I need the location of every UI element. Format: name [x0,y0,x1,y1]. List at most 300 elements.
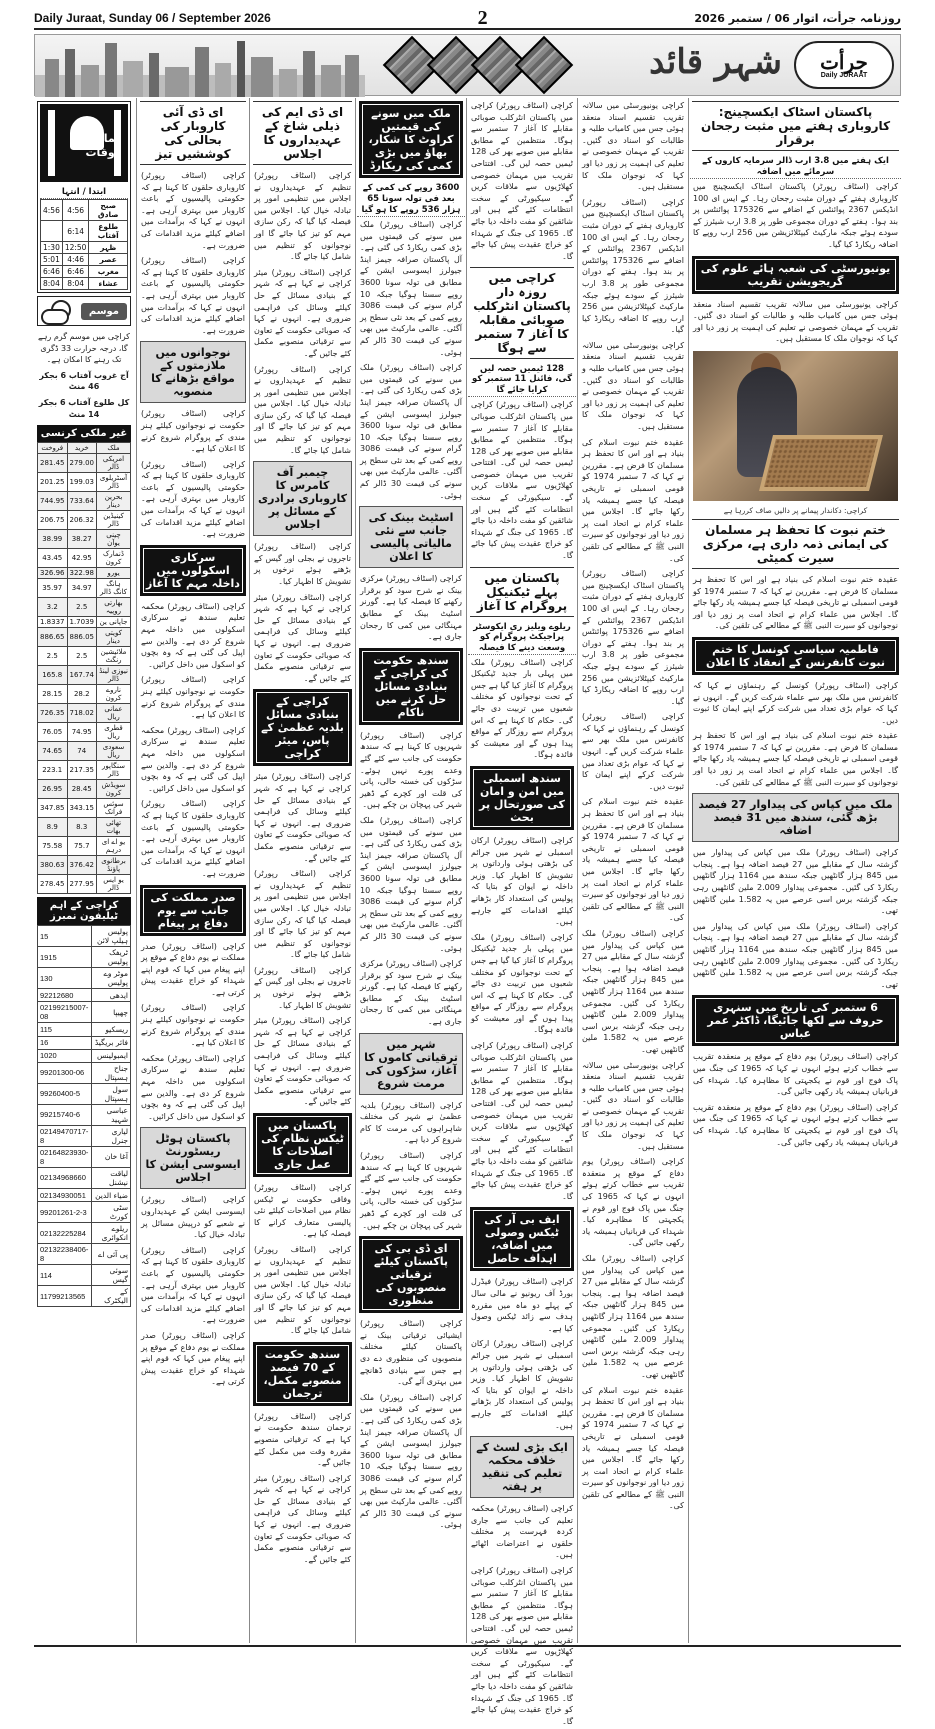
currency-title: غیر ملکی کرنسی [37,425,131,442]
phone-row [38,1223,131,1244]
article-body: کراچی (اسٹاف رپورٹر) یوم دفاع کے موقع پر منعقدہ تقریب سے خطاب کرتے ہوئے انہوں نے کہا کہ 1965 کی جنگ میں پاک فوج اور قوم نے یکجہتی کا مظاہرہ کیا۔ شہداء کی قربانیاں ہمیشہ یاد رکھی جائیں گی۔ [582,1157,684,1248]
article-body: کراچی (اسٹاف رپورٹر) ملک میں کپاس کی پیداوار میں گزشتہ سال کے مقابلے میں 27 فیصد اضافہ ہوا ہے۔ پنجاب میں 845 ہزار گانٹھیں جبکہ سندھ میں 1164 ہزار گانٹھیں ریکارڈ کی گئیں۔ مجموعی پیداوار 2.009 ملین گانٹھیں رہی جبکہ گزشتہ برس اسی عرصے میں یہ 1.582 ملین گانٹھیں تھی۔ [693,848,899,916]
phone-row [38,1083,131,1104]
section-title: شہر قائد [649,42,782,82]
currency-row [38,761,131,780]
currency-rate: 28.2 [67,685,97,704]
phone-number: 92212680 [38,989,92,1002]
column-rule [688,98,689,1643]
weather-box [37,296,131,326]
phone-rows [38,926,131,1307]
article-body: کراچی (اسٹاف رپورٹر) حکومت نے نوجوانوں کیلئے ہنر مندی کے پروگرام شروع کرنے کا اعلان کیا ہے۔ [141,675,245,720]
phone-row [38,1167,131,1188]
article-body: کراچی (اسٹاف رپورٹر) ملک میں کپاس کی پیداوار میں گزشتہ سال کے مقابلے میں 27 فیصد اضافہ ہوا ہے۔ پنجاب میں 845 ہزار گانٹھیں جبکہ سندھ میں 1164 ہزار گانٹھیں ریکارڈ کی گئیں۔ مجموعی پیداوار 2.009 ملین گانٹھیں رہی جبکہ گزشتہ برس اسی عرصے میں یہ 1.582 ملین گانٹھیں تھی۔ [582,1254,685,1379]
column-rule [355,98,356,1643]
phone-label: ٹریفک پولیس [92,947,131,968]
photo-caption: کراچی: دکاندار پیمانے پر دالیں صاف کررہا ہے [723,505,868,515]
phone-number: 99201261-2-3 [38,1202,92,1223]
prayer-time: 12:50 [62,242,89,254]
article-body: کراچی (اسٹاف رپورٹر) میئر کراچی نے کہا ہے کہ شہر کے بنیادی مسائل کے حل کیلئے وسائل کی فراہمی ضروری ہے۔ انہوں نے کہا کہ صوبائی حکومت کے تعاون سے ترقیاتی منصوبے مکمل کئے جائیں گے۔ [254,772,351,863]
article-body: کراچی (اسٹاف رپورٹر) کاروباری حلقوں کا کہنا ہے کہ حکومتی پالیسیوں کے باعث کاروبار میں بہتری آرہی ہے۔ انہوں نے کہا کہ برآمدات میں اضافے کیلئے مزید اقدامات کی ضرورت ہے۔ [141,1245,245,1325]
currency-rate: 2.5 [38,647,68,666]
article-body: کراچی (اسٹاف رپورٹر) یوم دفاع کے موقع پر منعقدہ تقریب سے خطاب کرتے ہوئے انہوں نے کہا کہ 1965 کی جنگ میں پاک فوج اور قوم نے یکجہتی کا مظاہرہ کیا۔ شہداء کی قربانیاں ہمیشہ یاد رکھی جائیں گی۔ [693,1102,898,1147]
prayer-label: طلوع آفتاب [89,221,128,242]
currency-row [38,856,131,875]
currency-rate: 35.97 [38,579,68,598]
prayer-aim: ابتدا / انتہا [40,185,128,199]
column-rule [136,98,137,1643]
currency-country: کینیڈین ڈالر [97,511,131,530]
currency-rate: 278.45 [38,875,68,894]
article-body: کراچی (اسٹاف رپورٹر) حکومت نے نوجوانوں کیلئے ہنر مندی کے پروگرام شروع کرنے کا اعلان کیا ہے۔ [141,409,245,454]
english-date: Daily Juraat, Sunday 06 / September 2026 [34,11,271,25]
article-body: کراچی (اسٹاف رپورٹر) ملک میں کپاس کی پیداوار میں گزشتہ سال کے مقابلے میں 27 فیصد اضافہ ہوا ہے۔ پنجاب میں 845 ہزار گانٹھیں جبکہ سندھ میں 1164 ہزار گانٹھیں ریکارڈ کی گئیں۔ مجموعی پیداوار 2.009 ملین گانٹھیں رہی جبکہ گزشتہ برس اسی عرصے میں یہ 1.582 ملین گانٹھیں تھی۔ [693,921,899,989]
currency-header: فروخت [38,443,68,454]
article-body: کراچی یونیورسٹی میں سالانہ تقریب تقسیم اسناد منعقد ہوئی جس میں کامیاب طلبہ و طالبات کو اسناد دی گئیں۔ تقریب کے مہمان خصوصی نے تعلیم کی اہمیت پر زور دیا اور کہا کہ نوجوان ملک کا مستقبل ہیں۔ [582,101,684,192]
article-body: کراچی (اسٹاف رپورٹر) تنظیم کے عہدیداروں نے اجلاس میں تنظیمی امور پر تبادلہ خیال کیا۔ اجلاس میں فیصلہ کیا گیا کہ رکن سازی مہم کو تیز کیا جائے گا اور نوجوانوں کو تنظیم میں شامل کیا جائے گا۔ [254,869,351,960]
prayer-label: عصر [89,254,128,266]
article-body: عقیدہ ختم نبوت اسلام کی بنیاد ہے اور اس کا تحفظ ہر مسلمان کا فرض ہے۔ مقررین نے کہا کہ 7 ستمبر 1974 کو قومی اسمبلی نے تاریخی فیصلہ کیا جسے ہمیشہ یاد رکھا جائے گا۔ اجلاس میں علماء کرام نے اتحاد امت پر زور دیا اور نوجوانوں کو سیرت النبی ﷺ کے مطالعے کی تلقین کی۔ [693,731,899,787]
partly-cloudy-icon [41,300,71,322]
headline: شہر میں ترقیاتی کاموں کا آغاز، سڑکوں کی مرمت شروع [359,1033,463,1095]
phone-number: 1915 [38,947,92,968]
currency-rate: 718.02 [67,704,97,723]
prayer-times-box [37,101,131,293]
logo-english: Daily JURAAT [820,71,868,79]
phone-number: 02164823930-8 [38,1146,92,1167]
currency-rate: 322.98 [67,568,97,579]
phone-number: 15 [38,926,92,947]
currency-country: بھارتی روپیہ [97,598,131,617]
article-body: کراچی (اسٹاف رپورٹر) کراچی میں پاکستان انٹرکلب صوبائی مقابلے کا آغاز 7 ستمبر سے ہوگا۔ منتظمین کے مطابق مقابلے میں صوبے بھر کی 128 ٹیمیں حصہ لیں گی۔ افتتاحی تقریب میں مہمان خصوصی کھلاڑیوں سے ملاقات کریں گے۔ سیکیورٹی کے سخت انتظامات کئے گئے ہیں اور شائقین کو مفت داخلہ دیا جائے گا۔ 1965 کی جنگ کے شہداء کو خراج عقیدت پیش کیا جائے گا۔ [471,1566,574,1726]
prayer-label: ظہر [89,242,128,254]
currency-rows [38,454,131,894]
phone-label: چھیپا [92,1002,131,1023]
currency-row [38,511,131,530]
currency-country: ناروے کرون [97,685,131,704]
currency-rate: 165.8 [38,666,68,685]
page-number: 2 [477,6,488,29]
article-body: کراچی (اسٹاف رپورٹر) پاکستان اسٹاک ایکسچینج میں کاروباری ہفتے کے دوران مثبت رجحان رہا۔ کے ایس ای 100 انڈیکس 2367 پوائنٹس کے اضافے سے 175326 پوائنٹس پر بند ہوا۔ ہفتے کے دوران مجموعی طور پر 3.8 ارب شیئرز کے سودے ہوئے جبکہ مارکیٹ کیپٹلائزیشن میں 256 ارب روپے کا اضافہ ریکارڈ کیا گیا۔ [582,569,684,706]
article-body: کراچی (اسٹاف رپورٹر) کاروباری حلقوں کا کہنا ہے کہ حکومتی پالیسیوں کے باعث کاروبار میں بہتری آرہی ہے۔ انہوں نے کہا کہ برآمدات میں اضافے کیلئے مزید اقدامات کی ضرورت ہے۔ [141,459,245,539]
phone-label: پی آئی اے [92,1244,131,1265]
article-body: کراچی (اسٹاف رپورٹر) پاکستان اسٹاک ایکسچینج میں کاروباری ہفتے کے دوران مثبت رجحان رہا۔ کے ایس ای 100 انڈیکس 2367 پوائنٹس کے اضافے سے 175326 پوائنٹس پر بند ہوا۔ ہفتے کے دوران مجموعی طور پر 3.8 ارب شیئرز کے سودے ہوئے جبکہ مارکیٹ کیپٹلائزیشن میں 256 ارب روپے کا اضافہ ریکارڈ کیا گیا۔ [693,182,898,249]
phone-row [38,1049,131,1062]
article-body: کراچی (اسٹاف رپورٹر) کراچی میں پاکستان انٹرکلب صوبائی مقابلے کا آغاز 7 ستمبر سے ہوگا۔ منتظمین کے مطابق مقابلے میں صوبے بھر کی 128 ٹیمیں حصہ لیں گی۔ افتتاحی تقریب میں مہمان خصوصی کھلاڑیوں سے ملاقات کریں گے۔ سیکیورٹی کے سخت انتظامات کئے گئے ہیں اور شائقین کو مفت داخلہ دیا جائے گا۔ 1965 کی جنگ کے شہداء کو خراج عقیدت پیش کیا جائے گا۔ [471,101,574,261]
headline: ایف بی آر کی ٹیکس وصولی میں اضافہ، اہداف حاصل [470,1207,574,1271]
article-body: عقیدہ ختم نبوت اسلام کی بنیاد ہے اور اس کا تحفظ ہر مسلمان کا فرض ہے۔ مقررین نے کہا کہ 7 ستمبر 1974 کو قومی اسمبلی نے تاریخی فیصلہ کیا جسے ہمیشہ یاد رکھا جائے گا۔ اجلاس میں علماء کرام نے اتحاد امت پر زور دیا اور نوجوانوں کو سیرت النبی ﷺ کے مطالعے کی تلقین کی۔ [693,574,899,631]
currency-row [38,647,131,666]
phone-label: کے الیکٹرک [92,1286,131,1307]
article-body: کراچی (اسٹاف رپورٹر) تنظیم کے عہدیداروں نے اجلاس میں تنظیمی امور پر تبادلہ خیال کیا۔ اجلاس میں فیصلہ کیا گیا کہ رکن سازی مہم کو تیز کیا جائے گا اور نوجوانوں کو تنظیم میں شامل کیا جائے گا۔ [254,1244,351,1336]
headline: پاکستان میں ٹیکس نظام کی اصلاحات کا عمل جاری [253,1113,352,1177]
currency-rate: 201.25 [38,473,68,492]
phone-row [38,1023,131,1036]
logo-urdu: جرأت [820,49,868,74]
phone-number: 02149470717-8 [38,1125,92,1146]
currency-country: سوئس فرانک [97,799,131,818]
mosque-icon [40,104,128,182]
headline: سندھ حکومت کی کراچی کے بنیادی مسائل حل کرنے میں ناکام [359,648,463,725]
phone-label: لیاری جنرل [92,1125,131,1146]
column-3 [357,98,465,1643]
currency-row [38,454,131,473]
currency-rate: 74.95 [67,723,97,742]
currency-rate: 8.3 [67,818,97,837]
phone-row [38,1265,131,1286]
headline: پاکستان اسٹاک ایکسچینج: کاروباری ہفتے میں مثبت رجحان برقرار [692,101,899,151]
currency-rate: 43.45 [38,549,68,568]
phone-row [38,1036,131,1049]
phone-label: سوئی گیس [92,1265,131,1286]
article-body: کراچی (اسٹاف رپورٹر) مرکزی بینک نے شرح سود کو برقرار رکھنے کا فیصلہ کیا ہے۔ گورنر اسٹیٹ بینک کے مطابق مہنگائی میں کمی کا رجحان جاری ہے۔ [360,959,462,1027]
article-body: کراچی (اسٹاف رپورٹر) ملک میں سونے کی قیمتوں میں بڑی کمی ریکارڈ کی گئی ہے۔ آل پاکستان صرافہ جیمز اینڈ جیولرز ایسوسی ایشن کے مطابق فی تولہ سونا 3600 روپے سستا ہوگیا جبکہ 10 گرام سونے کی قیمت 3086 روپے کمی کے بعد نئی سطح پر آگئی۔ عالمی مارکیٹ میں بھی سونے کی قیمت 30 ڈالر کم ہوئی۔ [360,363,463,500]
currency-country: امریکی ڈالر [97,454,131,473]
prayer-table [40,199,128,290]
article-body: کراچی (اسٹاف رپورٹر) ملک میں سونے کی قیمتوں میں بڑی کمی ریکارڈ کی گئی ہے۔ آل پاکستان صرافہ جیمز اینڈ جیولرز ایسوسی ایشن کے مطابق فی تولہ سونا 3600 روپے سستا ہوگیا جبکہ 10 گرام سونے کی قیمت 3086 روپے کمی کے بعد نئی سطح پر آگئی۔ عالمی مارکیٹ میں بھی سونے کی قیمت 30 ڈالر کم ہوئی۔ [360,815,463,953]
column-rule [577,98,578,1643]
phone-number: 02132238406-8 [38,1244,92,1265]
minaret-shape [48,110,55,176]
article-body: کراچی یونیورسٹی میں سالانہ تقریب تقسیم اسناد منعقد ہوئی جس میں کامیاب طلبہ و طالبات کو اسناد دی گئیں۔ تقریب کے مہمان خصوصی نے تعلیم کی اہمیت پر زور دیا اور کہا کہ نوجوان ملک کا مستقبل ہیں۔ [582,340,684,432]
article-body: کراچی (اسٹاف رپورٹر) ملک میں پہلی بار جدید ٹیکنیکل پروگرام کا آغاز کیا گیا ہے جس کے تحت نوجوانوں کو مختلف شعبوں میں تربیت دی جائے گی۔ حکام کا کہنا ہے کہ اس پروگرام سے روزگار کے مواقع پیدا ہوں گے اور معیشت کو فائدہ ہوگا۔ [471,657,573,760]
currency-row [38,473,131,492]
currency-row [38,685,131,704]
article-body: کراچی (اسٹاف رپورٹر) کاروباری حلقوں کا کہنا ہے کہ حکومتی پالیسیوں کے باعث کاروبار میں بہتری آرہی ہے۔ انہوں نے کہا کہ برآمدات میں اضافے کیلئے مزید اقدامات کی ضرورت ہے۔ [141,171,245,250]
article-body: کراچی (اسٹاف رپورٹر) محکمہ تعلیم سندھ نے سرکاری اسکولوں میں داخلہ مہم شروع کر دی ہے۔ والدین سے اپیل کی گئی ہے کہ وہ بچوں کو اسکول میں داخل کرائیں۔ [141,725,245,793]
phone-label: پولیس ہیلپ لائن [92,926,131,947]
photo-diamond-strip [390,37,566,93]
phone-number: 02132225284 [38,1223,92,1244]
phone-number: 02134968660 [38,1167,92,1188]
headline: پاکستان ہوٹل ریسٹورنٹ ایسوسی ایشن کا اجلاس [140,1127,246,1189]
currency-country: سعودی ریال [97,742,131,761]
currency-row [38,568,131,579]
currency-country: سویڈش کرون [97,780,131,799]
subheadline: 3600 روپے کی کمی کے بعد فی تولہ سونا 65 ہزار 536 روپے کا ہو گیا [357,181,465,217]
page-header-strip [34,8,901,30]
currency-rate: 744.95 [38,492,68,511]
currency-rate: 733.64 [67,492,97,511]
prayer-label: صبح صادق [89,200,128,221]
currency-rate: 26.95 [38,780,68,799]
phone-label: ریلوے انکوائری [92,1223,131,1244]
phone-row [38,1286,131,1307]
article-body: کراچی (اسٹاف رپورٹر) وفاقی حکومت نے ٹیکس نظام میں اصلاحات کیلئے نئی پالیسی متعارف کرانے کا فیصلہ کیا ہے۔ [254,1183,351,1239]
currency-rate: 167.74 [67,666,97,685]
article-body: کراچی (اسٹاف رپورٹر) یوم دفاع کے موقع پر منعقدہ تقریب سے خطاب کرتے ہوئے انہوں نے کہا کہ 1965 کی جنگ میں پاک فوج اور قوم نے یکجہتی کا مظاہرہ کیا۔ شہداء کی قربانیاں ہمیشہ یاد رکھی جائیں گی۔ [693,1052,898,1097]
currency-rate: 76.05 [38,723,68,742]
currency-row [38,617,131,628]
currency-row [38,780,131,799]
currency-country: کویتی دینار [97,628,131,647]
prayer-time: 6:46 [62,266,89,278]
currency-rate: 74.65 [38,742,68,761]
currency-rate: 38.99 [38,530,68,549]
article-body: کراچی (اسٹاف رپورٹر) تاجروں نے بجلی اور گیس کے بڑھتے ہوئے نرخوں پر تشویش کا اظہار کیا۔ [254,542,351,587]
phone-row [38,1104,131,1125]
article-body: کراچی (اسٹاف رپورٹر) ایشیائی ترقیاتی بینک نے پاکستان کیلئے مختلف منصوبوں کی منظوری دے دی ہے جس سے بنیادی ڈھانچے میں بہتری آئے گی۔ [360,1319,462,1387]
left-info-panel [34,98,134,1643]
phone-label: سول ہسپتال [92,1083,131,1104]
weather-text: کراچی میں موسم گرم رہے گا، درجہ حرارت 33 ڈگری تک رہنے کا امکان ہے۔ [38,332,130,365]
article-body: کراچی (اسٹاف رپورٹر) میئر کراچی نے کہا ہے کہ شہر کے بنیادی مسائل کے حل کیلئے وسائل کی فراہمی ضروری ہے۔ انہوں نے کہا کہ صوبائی حکومت کے تعاون سے ترقیاتی منصوبے مکمل کئے جائیں گے۔ [254,1473,351,1564]
article-body: کراچی (اسٹاف رپورٹر) محکمہ تعلیم سندھ نے سرکاری اسکولوں میں داخلہ مہم شروع کر دی ہے۔ والدین سے اپیل کی گئی ہے کہ وہ بچوں کو اسکول میں داخل کرائیں۔ [141,1053,245,1121]
headline: کراچی میں روزہ دار پاکستان انٹرکلب صوبائی مقابلہ کا آغاز 7 ستمبر سے ہوگا [470,267,574,359]
headline: نوجوانوں میں ملازمتوں کے مواقع بڑھانے کا منصوبہ [140,341,246,403]
phone-row [38,1202,131,1223]
currency-row [38,579,131,598]
currency-country: چینی یوآن [97,530,131,549]
article-body: کراچی (اسٹاف رپورٹر) میئر کراچی نے کہا ہے کہ شہر کے بنیادی مسائل کے حل کیلئے وسائل کی فراہمی ضروری ہے۔ انہوں نے کہا کہ صوبائی حکومت کے تعاون سے ترقیاتی منصوبے مکمل کئے جائیں گے۔ [254,592,351,683]
currency-rate: 8.9 [38,818,68,837]
currency-row [38,598,131,617]
phone-row [38,926,131,947]
column-1 [690,98,901,1643]
article-body: کراچی (اسٹاف رپورٹر) ارکان اسمبلی نے شہر میں جرائم کی بڑھتی ہوئی وارداتوں پر تشویش کا اظہار کیا۔ وزیر داخلہ نے ایوان کو بتایا کہ پولیس کی استعداد کار بڑھانے کیلئے اقدامات کئے جارہے ہیں۔ [471,835,573,927]
phones-table [37,925,131,1307]
phone-row [38,1244,131,1265]
article-body: عقیدہ ختم نبوت اسلام کی بنیاد ہے اور اس کا تحفظ ہر مسلمان کا فرض ہے۔ مقررین نے کہا کہ 7 ستمبر 1974 کو قومی اسمبلی نے تاریخی فیصلہ کیا جسے ہمیشہ یاد رکھا جائے گا۔ اجلاس میں علماء کرام نے اتحاد امت پر زور دیا اور نوجوانوں کو سیرت النبی ﷺ کے مطالعے کی تلقین کی۔ [582,437,684,563]
article-body: کراچی (اسٹاف رپورٹر) میئر کراچی نے کہا ہے کہ شہر کے بنیادی مسائل کے حل کیلئے وسائل کی فراہمی ضروری ہے۔ انہوں نے کہا کہ صوبائی حکومت کے تعاون سے ترقیاتی منصوبے مکمل کئے جائیں گے۔ [254,1016,351,1107]
headline: فاطمیہ سیاسی کونسل کا ختم نبوت کانفرنس کے انعقاد کا اعلان [692,637,899,675]
currency-rate: 277.95 [67,875,97,894]
currency-country: قطری ریال [97,723,131,742]
headline: سندھ اسمبلی میں امن و امان کی صورتحال پر بحث [470,766,574,830]
headline: کراچی کے بنیادی مسائل بلدیہ عظمیٰ کے پاس، میئر کراچی [253,689,352,766]
currency-row [38,628,131,647]
newspaper-logo [794,41,894,89]
weather-badge: موسم [81,303,127,320]
phone-label: آغا خان [92,1146,131,1167]
article-body: کراچی (اسٹاف رپورٹر) تاجروں نے بجلی اور گیس کے بڑھتے ہوئے نرخوں پر تشویش کا اظہار کیا۔ [254,965,351,1010]
column-rule [466,98,467,1643]
column-1b [579,98,687,1643]
article-body: کراچی (اسٹاف رپورٹر) شہریوں کا کہنا ہے کہ سندھ حکومت کی جانب سے کئے گئے وعدے پورے نہیں ہوئے۔ سڑکوں کی خستہ حالی، پانی کی قلت اور کچرے کے ڈھیر شہر کی پہچان بن چکے ہیں۔ [360,1151,462,1230]
headline: چیمبر آف کامرس کا کاروباری برادری کے مسائل پر اجلاس [253,461,352,536]
diamond-photo [515,36,574,95]
article-body: کراچی (اسٹاف رپورٹر) پاکستان اسٹاک ایکسچینج میں کاروباری ہفتے کے دوران مثبت رجحان رہا۔ کے ایس ای 100 انڈیکس 2367 پوائنٹس کے اضافے سے 175326 پوائنٹس پر بند ہوا۔ ہفتے کے دوران مجموعی طور پر 3.8 ارب شیئرز کے سودے ہوئے جبکہ مارکیٹ کیپٹلائزیشن میں 256 ارب روپے کا اضافہ ریکارڈ کیا گیا۔ [582,197,684,335]
currency-rate: 75.58 [38,837,68,856]
prayer-time: 8:04 [62,278,89,290]
phone-row [38,1146,131,1167]
column-5 [138,98,248,1643]
article-body: کراچی (اسٹاف رپورٹر) محکمہ تعلیم کی جانب سے جاری کردہ فہرست پر مختلف حلقوں نے اعتراضات اٹھائے ہیں۔ [471,1504,573,1560]
phone-label: ایمبولینس [92,1049,131,1062]
article-body: کراچی (اسٹاف رپورٹر) کونسل کے رہنماؤں نے کہا کہ کانفرنس میں ملک بھر سے علماء شرکت کریں گے۔ انہوں نے کہا کہ عوام بڑی تعداد میں شرکت کرکے اپنے ایمان کا ثبوت دیں۔ [582,712,684,791]
article-body: کراچی (اسٹاف رپورٹر) ایسوسی ایشن کے عہدیداروں نے شعبے کو درپیش مسائل پر تبادلہ خیال کیا۔ [141,1195,245,1240]
currency-country: ہانگ کانگ ڈالر [97,579,131,598]
currency-rate: 2.5 [67,647,97,666]
article-body: کراچی یونیورسٹی میں سالانہ تقریب تقسیم اسناد منعقد ہوئی جس میں کامیاب طلبہ و طالبات کو اسناد دی گئیں۔ تقریب کے مہمان خصوصی نے تعلیم کی اہمیت پر زور دیا اور کہا کہ نوجوان ملک کا مستقبل ہیں۔ [693,299,898,344]
article-body: کراچی (اسٹاف رپورٹر) تنظیم کے عہدیداروں نے اجلاس میں تنظیمی امور پر تبادلہ خیال کیا۔ اجلاس میں فیصلہ کیا گیا کہ رکن سازی مہم کو تیز کیا جائے گا اور نوجوانوں کو تنظیم میں شامل کیا جائے گا۔ [254,171,351,262]
article-body: کراچی (اسٹاف رپورٹر) صدر مملکت نے یوم دفاع کے موقع پر اپنے پیغام میں کہا کہ قوم اپنے شہداء کو خراج عقیدت پیش کرتی ہے۔ [141,1330,245,1387]
article-body: کراچی (اسٹاف رپورٹر) کراچی میں پاکستان انٹرکلب صوبائی مقابلے کا آغاز 7 ستمبر سے ہوگا۔ منتظمین کے مطابق مقابلے میں صوبے بھر کی 128 ٹیمیں حصہ لیں گی۔ افتتاحی تقریب میں مہمان خصوصی کھلاڑیوں سے ملاقات کریں گے۔ سیکیورٹی کے سخت انتظامات کئے گئے ہیں اور شائقین کو مفت داخلہ دیا جائے گا۔ 1965 کی جنگ کے شہداء کو خراج عقیدت پیش کیا جائے گا۔ [471,400,574,561]
phone-number: 130 [38,968,92,989]
headline: صدر مملکت کی جانب سے یوم دفاع پر پیغام [140,885,246,936]
prayer-end [41,221,63,242]
currency-rate: 2.5 [67,598,97,617]
currency-country: یو اے ای درہم [97,837,131,856]
phone-number: 115 [38,1023,92,1036]
prayer-time: 6:14 [62,221,89,242]
headline: اسٹیٹ بینک کی جانب سے نئی مالیاتی پالیسی کا اعلان [359,506,463,568]
headline: ملک میں سونے کی قیمتیں کراوٹ کا شکار، بھاؤ میں بڑی کمی کی ریکارڈ [359,101,463,178]
column-4 [251,98,354,1643]
currency-row [38,666,131,685]
currency-rate: 326.96 [38,568,68,579]
currency-header: ملک [97,443,131,454]
phone-number: 16 [38,1036,92,1049]
currency-table [37,442,131,894]
currency-rate: 886.05 [67,628,97,647]
phone-label: عباسی شہید [92,1104,131,1125]
article-body: عقیدہ ختم نبوت اسلام کی بنیاد ہے اور اس کا تحفظ ہر مسلمان کا فرض ہے۔ مقررین نے کہا کہ 7 ستمبر 1974 کو قومی اسمبلی نے تاریخی فیصلہ کیا جسے ہمیشہ یاد رکھا جائے گا۔ اجلاس میں علماء کرام نے اتحاد امت پر زور دیا اور نوجوانوں کو سیرت النبی ﷺ کے مطالعے کی تلقین کی۔ [582,797,684,923]
phone-number: 02134930051 [38,1188,92,1201]
phone-label: موٹر وے پولیس [92,968,131,989]
currency-rate: 726.35 [38,704,68,723]
phone-number: 99215740-6 [38,1104,92,1125]
subheadline: 128 ٹیمیں حصہ لیں گی، فائنل 11 ستمبر کو کرایا جائے گا [468,362,576,397]
currency-rate: 380.63 [38,856,68,875]
phones-title: کراچی کے اہم ٹیلیفون نمبرز [37,897,131,925]
currency-row [38,875,131,894]
currency-rate: 376.42 [67,856,97,875]
currency-country: برطانوی پاؤنڈ [97,856,131,875]
currency-country: آسٹریلوی ڈالر [97,473,131,492]
article-body: کراچی (اسٹاف رپورٹر) تنظیم کے عہدیداروں نے اجلاس میں تنظیمی امور پر تبادلہ خیال کیا۔ اجلاس میں فیصلہ کیا گیا کہ رکن سازی مہم کو تیز کیا جائے گا اور نوجوانوں کو تنظیم میں شامل کیا جائے گا۔ [254,364,351,455]
headline: سرکاری اسکولوں میں داخلہ مہم کا آغاز [140,545,246,596]
phone-label: ریسکیو [92,1023,131,1036]
prayer-end: 6:46 [41,266,63,278]
phone-label: جناح ہسپتال [92,1062,131,1083]
phone-row [38,968,131,989]
photo-tray [759,435,883,491]
prayer-time: 4:46 [62,254,89,266]
phone-label: سٹی کورٹ [92,1202,131,1223]
currency-country: سنگاپور ڈالر [97,761,131,780]
prayer-label: عشاء [89,278,128,290]
phone-row [38,1125,131,1146]
article-body: کراچی (اسٹاف رپورٹر) شہریوں کا کہنا ہے کہ سندھ حکومت کی جانب سے کئے گئے وعدے پورے نہیں ہوئے۔ سڑکوں کی خستہ حالی، پانی کی قلت اور کچرے کے ڈھیر شہر کی پہچان بن چکے ہیں۔ [360,730,462,810]
prayer-end: 1:30 [41,242,63,254]
headline: ای ڈی آئی کاروبار کی بحالی کی کوششیں تیز [140,101,246,165]
prayer-label: مغرب [89,266,128,278]
phone-row [38,989,131,1002]
phone-row [38,947,131,968]
news-photo [693,351,898,501]
currency-rate: 1.8337 [38,617,68,628]
article-body: کراچی (اسٹاف رپورٹر) کاروباری حلقوں کا کہنا ہے کہ حکومتی پالیسیوں کے باعث کاروبار میں بہتری آرہی ہے۔ انہوں نے کہا کہ برآمدات میں اضافے کیلئے مزید اقدامات کی ضرورت ہے۔ [141,256,245,335]
currency-rate: 38.27 [67,530,97,549]
article-body: کراچی (اسٹاف رپورٹر) ملک میں سونے کی قیمتوں میں بڑی کمی ریکارڈ کی گئی ہے۔ آل پاکستان صرافہ جیمز اینڈ جیولرز ایسوسی ایشن کے مطابق فی تولہ سونا 3600 روپے سستا ہوگیا جبکہ 10 گرام سونے کی قیمت 3086 روپے کمی کے بعد نئی سطح پر آگئی۔ عالمی مارکیٹ میں بھی سونے کی قیمت 30 ڈالر کم ہوئی۔ [360,220,463,357]
currency-rate: 34.97 [67,579,97,598]
currency-row [38,492,131,511]
phone-row [38,1002,131,1023]
headline: 6 ستمبر کی تاریخ میں سنہری حروف سے لکھا جائیگا، ڈاکٹر عمر عباس [692,995,899,1046]
currency-row [38,704,131,723]
currency-rate: 199.03 [67,473,97,492]
currency-rate: 3.2 [38,598,68,617]
skyline-illustration [35,35,365,97]
headline: یونیورسٹی کی شعبہ ہائے علوم کی گریجویشن تقریب [692,256,899,294]
phone-number: 11799213565 [38,1286,92,1307]
currency-rate: 28.45 [67,780,97,799]
article-body: کراچی (اسٹاف رپورٹر) ملک میں کپاس کی پیداوار میں گزشتہ سال کے مقابلے میں 27 فیصد اضافہ ہوا ہے۔ پنجاب میں 845 ہزار گانٹھیں جبکہ سندھ میں 1164 ہزار گانٹھیں ریکارڈ کی گئیں۔ مجموعی پیداوار 2.009 ملین گانٹھیں رہی جبکہ گزشتہ برس اسی عرصے میں یہ 1.582 ملین گانٹھیں تھی۔ [582,928,685,1054]
currency-row [38,742,131,761]
currency-country: یو ایس ڈالر [97,875,131,894]
prayer-end: 8:04 [41,278,63,290]
prayer-title: نمازکے اوقات [84,132,120,159]
headline: ملک میں کپاس کی پیداوار 27 فیصد بڑھ گئی، سندھ میں 31 فیصد اضافہ [692,793,899,842]
urdu-date: روزنامہ جرأت، اتوار 06 / ستمبر 2026 [694,11,901,25]
article-body: کراچی (اسٹاف رپورٹر) کاروباری حلقوں کا کہنا ہے کہ حکومتی پالیسیوں کے باعث کاروبار میں بہتری آرہی ہے۔ انہوں نے کہا کہ برآمدات میں اضافے کیلئے مزید اقدامات کی ضرورت ہے۔ [141,799,245,878]
currency-row [38,549,131,568]
currency-rate: 217.35 [67,761,97,780]
currency-row [38,530,131,549]
currency-rate: 42.95 [67,549,97,568]
phone-number: 114 [38,1265,92,1286]
currency-country: یورو [97,568,131,579]
article-body: کراچی (اسٹاف رپورٹر) کراچی میں پاکستان انٹرکلب صوبائی مقابلے کا آغاز 7 ستمبر سے ہوگا۔ منتظمین کے مطابق مقابلے میں صوبے بھر کی 128 ٹیمیں حصہ لیں گی۔ افتتاحی تقریب میں مہمان خصوصی کھلاڑیوں سے ملاقات کریں گے۔ سیکیورٹی کے سخت انتظامات کئے گئے ہیں اور شائقین کو مفت داخلہ دیا جائے گا۔ 1965 کی جنگ کے شہداء کو خراج عقیدت پیش کیا جائے گا۔ [471,1041,574,1201]
currency-country: ملائیشین رنگٹ [97,647,131,666]
currency-country: جاپانی ین [97,617,131,628]
currency-row [38,818,131,837]
column-rule [249,98,250,1643]
phone-number: 99201300-06 [38,1062,92,1083]
article-body: کراچی (اسٹاف رپورٹر) حکومت نے نوجوانوں کیلئے ہنر مندی کے پروگرام شروع کرنے کا اعلان کیا ہے۔ [141,1003,245,1048]
currency-rate: 206.32 [67,511,97,530]
headline: سندھ حکومت کے 70 فیصد منصوبے مکمل، ترجمان [253,1342,352,1406]
article-body: کراچی (اسٹاف رپورٹر) ارکان اسمبلی نے شہر میں جرائم کی بڑھتی ہوئی وارداتوں پر تشویش کا اظہار کیا۔ وزیر داخلہ نے ایوان کو بتایا کہ پولیس کی استعداد کار بڑھانے کیلئے اقدامات کئے جارہے ہیں۔ [471,1339,573,1430]
currency-country: ڈنمارک کرون [97,549,131,568]
currency-rate: 28.15 [38,685,68,704]
phone-label: ضیاء الدین [92,1188,131,1201]
currency-rate: 1.7039 [67,617,97,628]
currency-rate: 74 [67,742,97,761]
article-body: عقیدہ ختم نبوت اسلام کی بنیاد ہے اور اس کا تحفظ ہر مسلمان کا فرض ہے۔ مقررین نے کہا کہ 7 ستمبر 1974 کو قومی اسمبلی نے تاریخی فیصلہ کیا جسے ہمیشہ یاد رکھا جائے گا۔ اجلاس میں علماء کرام نے اتحاد امت پر زور دیا اور نوجوانوں کو سیرت النبی ﷺ کے مطالعے کی تلقین کی۔ [582,1385,684,1511]
column-2 [468,98,576,1726]
phone-label: لیاقت نیشنل [92,1167,131,1188]
prayer-end: 4:56 [41,200,63,221]
currency-rate: 281.45 [38,454,68,473]
phone-label: ایدھی [92,989,131,1002]
article-body: کراچی (اسٹاف رپورٹر) میئر کراچی نے کہا ہے کہ شہر کے بنیادی مسائل کے حل کیلئے وسائل کی فراہمی ضروری ہے۔ انہوں نے کہا کہ صوبائی حکومت کے تعاون سے ترقیاتی منصوبے مکمل کئے جائیں گے۔ [254,267,351,358]
article-body: کراچی (اسٹاف رپورٹر) محکمہ تعلیم سندھ نے سرکاری اسکولوں میں داخلہ مہم شروع کر دی ہے۔ والدین سے اپیل کی گئی ہے کہ وہ بچوں کو اسکول میں داخل کرائیں۔ [141,601,245,669]
currency-rate: 223.1 [38,761,68,780]
article-body: کراچی یونیورسٹی میں سالانہ تقریب تقسیم اسناد منعقد ہوئی جس میں کامیاب طلبہ و طالبات کو اسناد دی گئیں۔ تقریب کے مہمان خصوصی نے تعلیم کی اہمیت پر زور دیا اور کہا کہ نوجوان ملک کا مستقبل ہیں۔ [582,1060,684,1151]
headline: ای ڈی ایم کی ذیلی شاخ کے عہدیداروں کا اجلاس [253,101,352,165]
currency-row [38,799,131,818]
currency-rate: 206.75 [38,511,68,530]
headline: پاکستان میں پہلے ٹیکنیکل پروگرام کا آغاز [470,567,574,617]
sunrise-text: کل طلوع آفتاب 6 بجکر 14 منٹ [38,397,130,419]
phone-number: 02199215007-08 [38,1002,92,1023]
article-body: کراچی (اسٹاف رپورٹر) کونسل کے رہنماؤں نے کہا کہ کانفرنس میں ملک بھر سے علماء شرکت کریں گے۔ انہوں نے کہا کہ عوام بڑی تعداد میں شرکت کرکے اپنے ایمان کا ثبوت دیں۔ [693,680,898,725]
subheadline: ریلوے ویلیز ری ایکوسٹر پراجیکٹ پروگرام کو وسعت دینے کا فیصلہ [468,620,576,655]
sunset-text: آج غروب آفتاب 6 بجکر 46 منٹ [39,370,129,392]
phone-number: 1020 [38,1049,92,1062]
currency-rate: 886.65 [38,628,68,647]
currency-row [38,837,131,856]
currency-header: خرید [67,443,97,454]
article-body: کراچی (اسٹاف رپورٹر) مرکزی بینک نے شرح سود کو برقرار رکھنے کا فیصلہ کیا ہے۔ گورنر اسٹیٹ بینک کے مطابق مہنگائی میں کمی کا رجحان جاری ہے۔ [360,574,462,642]
headline: ختم نبوت کا تحفظ ہر مسلمان کی ایمانی ذمہ داری ہے، مرکزی سیرت کمیٹی [692,519,899,569]
currency-country: بحرین دینار [97,492,131,511]
article-body: کراچی (اسٹاف رپورٹر) ترجمان سندھ حکومت نے کہا ہے کہ ترقیاتی منصوبے مقررہ وقت میں مکمل کئے جائیں گے۔ [254,1411,351,1468]
currency-country: عمانی ریال [97,704,131,723]
article-body: کراچی (اسٹاف رپورٹر) فیڈرل بورڈ آف ریونیو نے مالی سال کے پہلے دو ماہ میں مقررہ ہدف سے زائد ٹیکس وصول کیا ہے۔ [471,1277,573,1333]
